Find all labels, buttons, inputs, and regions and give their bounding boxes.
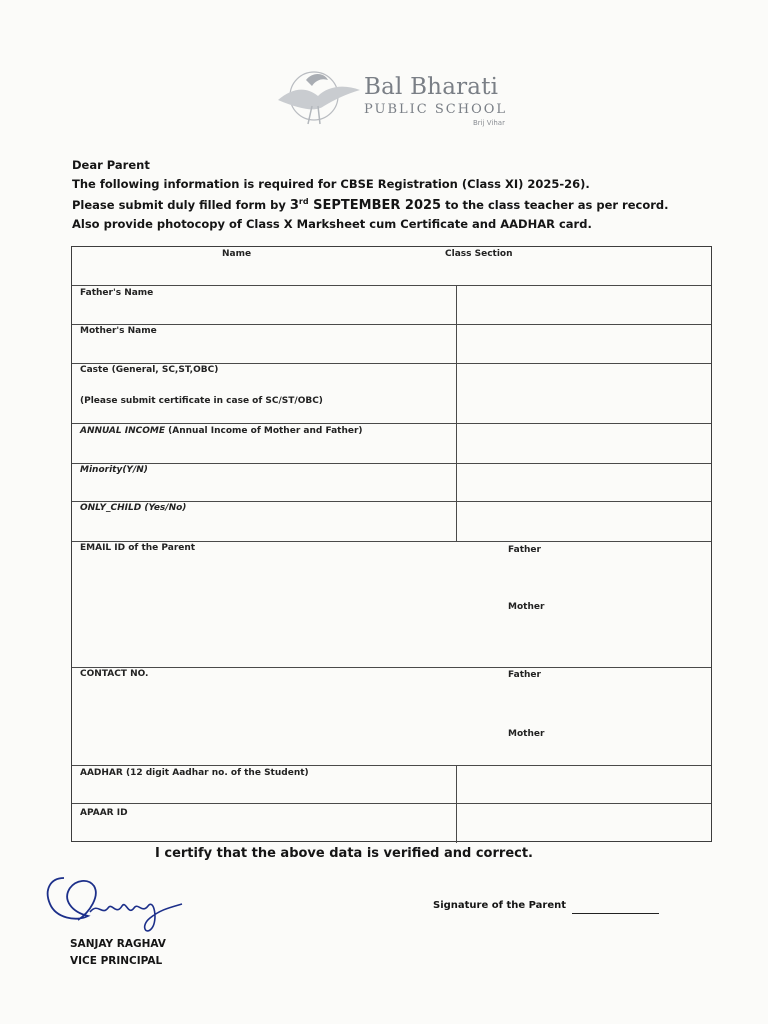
vice-principal-signature	[42, 872, 202, 942]
income-label: ANNUAL INCOME	[80, 426, 166, 436]
label-email: EMAIL ID of the Parent	[80, 543, 196, 553]
label-caste: Caste (General, SC,ST,OBC)	[80, 365, 219, 375]
row-divider	[72, 423, 711, 424]
income-note: (Annual Income of Mother and Father)	[165, 426, 363, 436]
signature-text: Sanjay	[42, 872, 46, 873]
intro-line-1: The following information is required for CBSE Registration (Class XI) 2025-26).	[72, 176, 590, 191]
contact-father-label: Father	[508, 670, 541, 680]
contact-mother-label: Mother	[508, 729, 545, 739]
parent-signature-line	[572, 913, 659, 914]
row-divider	[72, 463, 711, 464]
deadline-suffix: rd	[298, 197, 309, 206]
label-aadhar: AADHAR (12 digit Aadhar no. of the Student)	[80, 768, 309, 778]
intro-line-2	[72, 193, 669, 215]
row-divider	[72, 363, 711, 364]
row-divider	[72, 765, 711, 766]
vice-principal-block	[70, 936, 166, 970]
intro-text	[72, 156, 669, 234]
vice-principal-name: SANJAY RAGHAV	[70, 938, 166, 950]
school-logo	[272, 66, 532, 136]
intro-line-2-pre: Please submit duly filled form by	[72, 197, 290, 212]
label-caste-note: (Please submit certificate in case of SC/ST/OBC)	[80, 396, 323, 406]
email-father-label: Father	[508, 545, 541, 555]
col-header-class-section: Class Section	[445, 249, 513, 259]
deadline-date: SEPTEMBER 2025	[308, 197, 442, 213]
salutation: Dear Parent	[72, 158, 150, 172]
deadline-day: 3	[289, 197, 299, 213]
label-annual-income	[80, 426, 363, 436]
column-divider	[456, 285, 457, 541]
row-divider	[72, 541, 711, 542]
col-header-name: Name	[222, 249, 252, 259]
row-divider	[72, 501, 711, 502]
bird-emblem-icon	[272, 66, 364, 132]
vice-principal-title: VICE PRINCIPAL	[70, 955, 163, 967]
registration-table	[71, 246, 712, 842]
label-fathers-name: Father's Name	[80, 288, 154, 298]
label-minority: Minority(Y/N)	[80, 465, 148, 475]
row-divider	[72, 285, 711, 286]
row-divider	[72, 324, 711, 325]
label-contact: CONTACT NO.	[80, 669, 149, 679]
certification-statement: I certify that the above data is verified and correct.	[155, 846, 533, 861]
intro-line-3: Also provide photocopy of Class X Marksheet cum Certificate and AADHAR card.	[72, 217, 592, 232]
label-apaar-id: APAAR ID	[80, 808, 128, 818]
email-mother-label: Mother	[508, 602, 545, 612]
school-subtitle: PUBLIC SCHOOL	[364, 102, 508, 117]
label-only-child: ONLY_CHILD (Yes/No)	[80, 503, 187, 513]
row-divider	[72, 667, 711, 668]
school-name: Bal Bharati	[364, 74, 499, 100]
school-branch: Brij Vihar	[473, 119, 505, 127]
label-mothers-name: Mother's Name	[80, 326, 157, 336]
parent-signature-label: Signature of the Parent	[433, 900, 567, 911]
column-divider	[456, 765, 457, 843]
row-divider	[72, 803, 711, 804]
intro-line-2-post: to the class teacher as per record.	[441, 197, 669, 212]
